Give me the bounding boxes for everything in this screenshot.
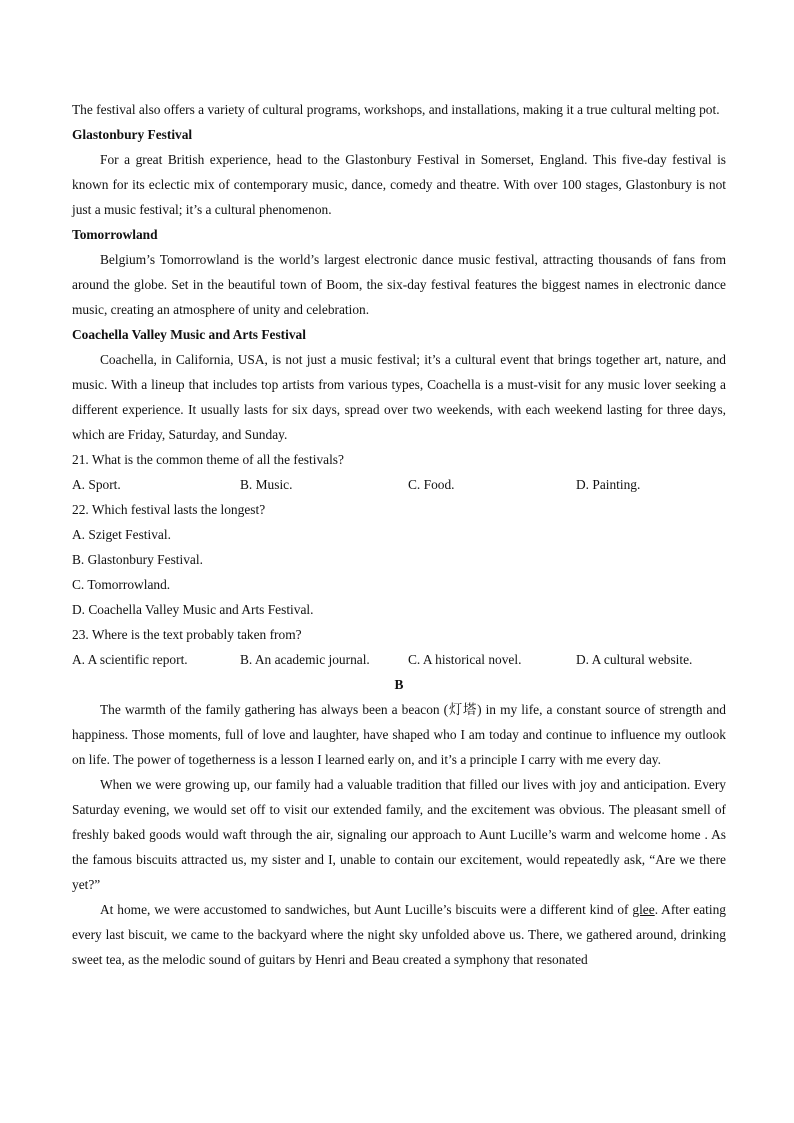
document-page: [72, 97, 726, 972]
q21-option-c: C. Food.: [408, 477, 455, 492]
q21-option-b: B. Music.: [240, 477, 293, 492]
q23-option-b: B. An academic journal.: [240, 652, 370, 667]
tomorrowland-heading: Tomorrowland: [72, 227, 158, 242]
glastonbury-heading: Glastonbury Festival: [72, 127, 193, 142]
festival-intro-tail: The festival also offers a variety of cultural programs, workshops, and installations, making it a true cultural melting pot.: [72, 102, 720, 117]
section-b-label: B: [394, 677, 404, 692]
q23-option-a: A. A scientific report.: [72, 652, 188, 667]
q22-option-a: A. Sziget Festival.: [72, 527, 171, 542]
question-22-stem: 22. Which festival lasts the longest?: [72, 502, 266, 517]
q21-option-a: A. Sport.: [72, 477, 121, 492]
tomorrowland-paragraph: Belgium’s Tomorrowland is the world’s largest electronic dance music festival, attracting thousands of fans from around the globe. Set in the beautiful town of Boom, the six-day festival features the biggest names in electronic dance music, creating an atmosphere of unity and celebration.: [72, 252, 726, 317]
passage-b-paragraph-2: When we were growing up, our family had a valuable tradition that filled our lives with joy and anticipation. Every Saturday evening, we would set off to visit our extended family, and the excitement was obvious. The pleasant smell of freshly baked goods would waft through the air, signaling our approach to Aunt Lucille’s warm and welcome home . As the famous biscuits attracted us, my sister and I, unable to contain our excitement, would repeatedly ask, “Are we there yet?”: [72, 777, 726, 892]
q23-option-d: D. A cultural website.: [576, 652, 693, 667]
coachella-paragraph: Coachella, in California, USA, is not just a music festival; it’s a cultural event that brings together art, nature, and music. With a lineup that includes top artists from various types, Coachella is a must-visit for any music lover seeking a different experience. It usually lasts for six days, spread over two weekends, with each weekend lasting for three days, which are Friday, Saturday, and Sunday.: [72, 352, 726, 442]
underlined-word-glee: glee: [632, 902, 655, 917]
p3-text-after: . After eating every last biscuit, we came to the backyard where the night sky unfolded above us. There, we gathered around, drinking sweet tea, as the melodic sound of guitars by Henri and Beau created a symphony that resonated: [72, 902, 726, 967]
q22-option-d: D. Coachella Valley Music and Arts Festival.: [72, 602, 314, 617]
passage-b-paragraph-3: [72, 897, 726, 972]
q22-option-b: B. Glastonbury Festival.: [72, 552, 203, 567]
question-21-options: [72, 472, 726, 497]
q22-option-c: C. Tomorrowland.: [72, 577, 171, 592]
question-23-stem: 23. Where is the text probably taken from?: [72, 627, 302, 642]
question-23-options: [72, 647, 726, 672]
q21-option-d: D. Painting.: [576, 477, 641, 492]
p3-text-before: At home, we were accustomed to sandwiches, but Aunt Lucille’s biscuits were a different kind of: [100, 902, 633, 917]
glastonbury-paragraph: For a great British experience, head to the Glastonbury Festival in Somerset, England. This five-day festival is known for its eclectic mix of contemporary music, dance, comedy and theatre. With over 100 stages, Glastonbury is not just a music festival; it’s a cultural phenomenon.: [72, 152, 726, 217]
question-21-stem: 21. What is the common theme of all the festivals?: [72, 452, 344, 467]
q23-option-c: C. A historical novel.: [408, 652, 522, 667]
passage-b-paragraph-1: The warmth of the family gathering has always been a beacon (灯塔) in my life, a constant source of strength and happiness. Those moments, full of love and laughter, have shaped who I am today and continue to influence my outlook on life. The power of togetherness is a lesson I learned early on, and it’s a principle I carry with me every day.: [72, 702, 726, 767]
coachella-heading: Coachella Valley Music and Arts Festival: [72, 327, 306, 342]
